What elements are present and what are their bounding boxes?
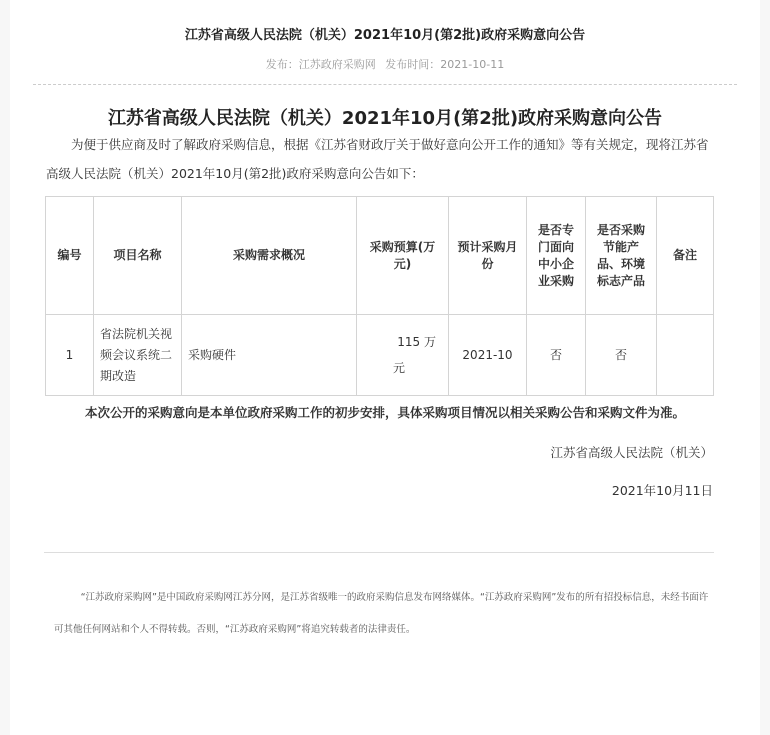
budget-value: 115 万 xyxy=(397,334,436,349)
signature-date: 2021年10月11日 xyxy=(611,483,713,498)
cell-month: 2021-10 xyxy=(449,315,527,396)
signature-org: 江苏省高级人民法院（机关） xyxy=(550,445,713,460)
header-remark: 备注 xyxy=(657,197,714,315)
header-sme: 是否专门面向中小企业采购 xyxy=(527,197,586,315)
footer-disclaimer: “江苏政府采购网”是中国政府采购网江苏分网，是江苏省级唯一的政府采购信息发布网络媒体。“江苏政府采购网”发布的所有招投标信息，未经书面许可其他任何网站和个人不得转载。否则，“江苏政府采购网”将追究转载者的法律责任。 xyxy=(54,592,709,635)
cell-project: 省法院机关视频会议系统二期改造 xyxy=(94,315,182,396)
publish-source: 发布：江苏政府采购网 xyxy=(265,58,376,71)
cell-green: 否 xyxy=(586,315,657,396)
header-project: 项目名称 xyxy=(94,197,182,315)
header-needs: 采购需求概况 xyxy=(182,197,357,315)
header-month: 预计采购月份 xyxy=(449,197,527,315)
footer-divider xyxy=(44,552,714,553)
table-row xyxy=(46,315,714,396)
table-header-row xyxy=(46,197,714,315)
header-budget: 采购预算(万元) xyxy=(357,197,449,315)
cell-sme: 否 xyxy=(527,315,586,396)
page-title: 江苏省高级人民法院（机关）2021年10月(第2批)政府采购意向公告 xyxy=(184,28,586,43)
header-green: 是否采购节能产品、环境标志产品 xyxy=(586,197,657,315)
cell-no: 1 xyxy=(46,315,94,396)
cell-needs: 采购硬件 xyxy=(182,315,357,396)
budget-unit: 元 xyxy=(393,360,406,375)
intro-paragraph: 为便于供应商及时了解政府采购信息，根据《江苏省财政厅关于做好意向公开工作的通知》等有关规定，现将江苏省高级人民法院（机关）2021年10月(第2批)政府采购意向公告如下： xyxy=(46,137,709,181)
cell-remark xyxy=(657,315,714,396)
header-no: 编号 xyxy=(46,197,94,315)
document-title: 江苏省高级人民法院（机关）2021年10月(第2批)政府采购意向公告 xyxy=(107,108,663,129)
procurement-table xyxy=(45,196,714,396)
page xyxy=(10,0,760,735)
dashed-divider xyxy=(33,84,737,85)
publish-time: 发布时间：2021-10-11 xyxy=(385,58,505,71)
notice-note: 本次公开的采购意向是本单位政府采购工作的初步安排，具体采购项目情况以相关采购公告和采购文件为准。 xyxy=(84,405,685,420)
cell-budget xyxy=(357,315,449,396)
publish-meta xyxy=(10,56,760,72)
